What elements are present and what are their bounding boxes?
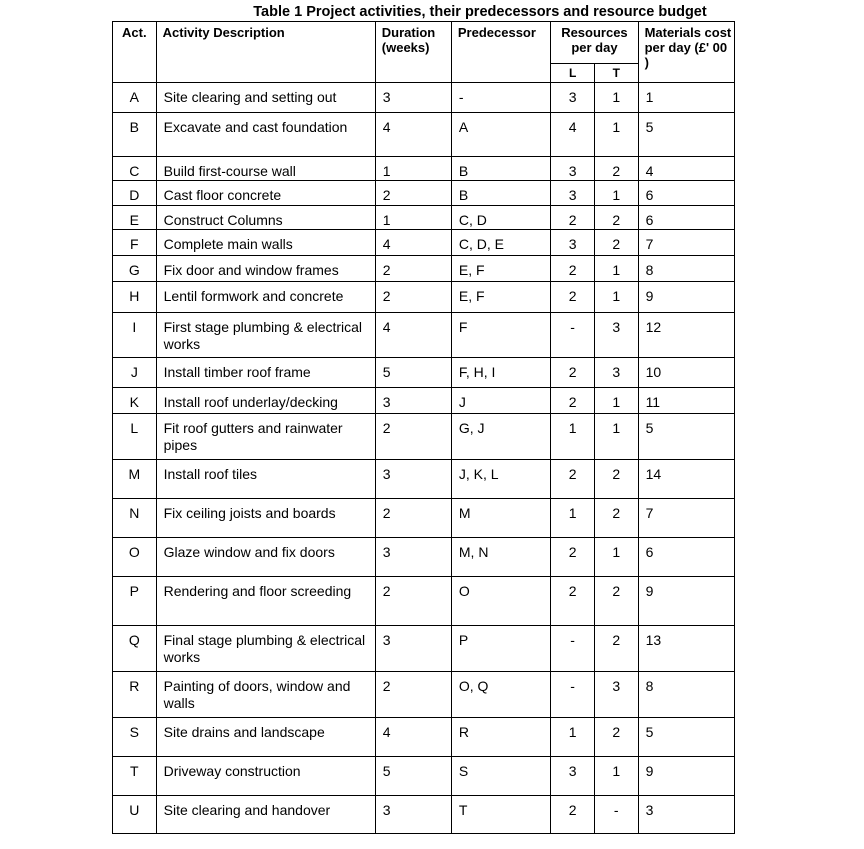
cell-resource-t: 1	[594, 83, 638, 113]
cell-description: Site clearing and handover	[156, 795, 375, 833]
cell-duration: 1	[375, 156, 451, 181]
cell-predecessor: A	[451, 112, 550, 156]
cell-description: Fix ceiling joists and boards	[156, 498, 375, 537]
cell-resource-l: 1	[551, 498, 595, 537]
cell-act: O	[113, 537, 157, 576]
table-body	[113, 83, 735, 834]
table-row	[113, 537, 735, 576]
cell-predecessor: P	[451, 625, 550, 671]
cell-resource-t: -	[594, 795, 638, 833]
cell-duration: 2	[375, 576, 451, 625]
cell-resource-t: 2	[594, 498, 638, 537]
cell-duration: 3	[375, 459, 451, 498]
header-resources-t: T	[594, 64, 638, 83]
cell-predecessor: C, D, E	[451, 230, 550, 256]
cell-predecessor: B	[451, 181, 550, 206]
table-row	[113, 112, 735, 156]
cell-resource-l: 4	[551, 112, 595, 156]
table-row	[113, 795, 735, 833]
cell-resource-t: 1	[594, 537, 638, 576]
header-duration: Duration (weeks)	[375, 22, 451, 83]
table-row	[113, 576, 735, 625]
cell-resource-l: 2	[551, 388, 595, 414]
cell-resource-l: 3	[551, 181, 595, 206]
table-row	[113, 83, 735, 113]
cell-description: Fit roof gutters and rainwater pipes	[156, 413, 375, 459]
cell-predecessor: F	[451, 313, 550, 357]
cell-resource-t: 2	[594, 576, 638, 625]
cell-resource-l: 1	[551, 413, 595, 459]
cell-materials: 8	[638, 256, 734, 282]
cell-materials: 4	[638, 156, 734, 181]
cell-act: J	[113, 357, 157, 388]
cell-duration: 3	[375, 537, 451, 576]
table-row	[113, 181, 735, 206]
cell-resource-l: 2	[551, 795, 595, 833]
cell-description: Driveway construction	[156, 756, 375, 795]
cell-resource-t: 3	[594, 357, 638, 388]
cell-duration: 2	[375, 413, 451, 459]
table-row	[113, 756, 735, 795]
cell-materials: 9	[638, 281, 734, 313]
cell-description: Lentil formwork and concrete	[156, 281, 375, 313]
cell-predecessor: R	[451, 718, 550, 757]
table-row	[113, 205, 735, 230]
table-row	[113, 625, 735, 671]
table-row	[113, 357, 735, 388]
cell-resource-l: 3	[551, 756, 595, 795]
cell-materials: 6	[638, 205, 734, 230]
cell-act: S	[113, 718, 157, 757]
cell-duration: 1	[375, 205, 451, 230]
cell-duration: 2	[375, 498, 451, 537]
cell-act: P	[113, 576, 157, 625]
cell-resource-l: 1	[551, 718, 595, 757]
cell-predecessor: F, H, I	[451, 357, 550, 388]
cell-materials: 7	[638, 230, 734, 256]
cell-materials: 5	[638, 718, 734, 757]
cell-predecessor: J	[451, 388, 550, 414]
cell-act: C	[113, 156, 157, 181]
cell-duration: 4	[375, 230, 451, 256]
cell-resource-t: 1	[594, 281, 638, 313]
cell-description: Final stage plumbing & electrical works	[156, 625, 375, 671]
cell-resource-t: 2	[594, 625, 638, 671]
cell-predecessor: E, F	[451, 281, 550, 313]
cell-act: I	[113, 313, 157, 357]
cell-resource-l: 2	[551, 459, 595, 498]
cell-act: T	[113, 756, 157, 795]
cell-description: Site clearing and setting out	[156, 83, 375, 113]
cell-description: Painting of doors, window and walls	[156, 671, 375, 717]
cell-duration: 5	[375, 756, 451, 795]
cell-resource-t: 1	[594, 388, 638, 414]
table-row	[113, 230, 735, 256]
cell-duration: 2	[375, 671, 451, 717]
cell-description: Rendering and floor screeding	[156, 576, 375, 625]
table-row	[113, 281, 735, 313]
cell-act: D	[113, 181, 157, 206]
cell-resource-t: 3	[594, 313, 638, 357]
table-row	[113, 498, 735, 537]
cell-description: Install roof tiles	[156, 459, 375, 498]
cell-act: R	[113, 671, 157, 717]
cell-materials: 3	[638, 795, 734, 833]
table-row	[113, 671, 735, 717]
cell-duration: 2	[375, 181, 451, 206]
cell-materials: 12	[638, 313, 734, 357]
cell-resource-l: -	[551, 625, 595, 671]
cell-act: E	[113, 205, 157, 230]
cell-duration: 4	[375, 112, 451, 156]
table-row	[113, 313, 735, 357]
cell-act: K	[113, 388, 157, 414]
cell-description: Build first-course wall	[156, 156, 375, 181]
cell-resource-t: 1	[594, 112, 638, 156]
cell-materials: 6	[638, 537, 734, 576]
cell-resource-t: 1	[594, 256, 638, 282]
cell-predecessor: -	[451, 83, 550, 113]
cell-act: G	[113, 256, 157, 282]
cell-resource-l: 2	[551, 576, 595, 625]
cell-resource-l: 2	[551, 205, 595, 230]
cell-predecessor: E, F	[451, 256, 550, 282]
cell-resource-t: 1	[594, 181, 638, 206]
header-description: Activity Description	[156, 22, 375, 83]
cell-resource-t: 2	[594, 459, 638, 498]
cell-predecessor: M, N	[451, 537, 550, 576]
cell-resource-l: 2	[551, 281, 595, 313]
cell-predecessor: T	[451, 795, 550, 833]
project-activities-table	[112, 21, 735, 834]
cell-description: Construct Columns	[156, 205, 375, 230]
cell-act: N	[113, 498, 157, 537]
cell-resource-t: 3	[594, 671, 638, 717]
cell-description: Cast floor concrete	[156, 181, 375, 206]
cell-predecessor: S	[451, 756, 550, 795]
cell-resource-l: 3	[551, 156, 595, 181]
cell-description: Excavate and cast foundation	[156, 112, 375, 156]
cell-duration: 3	[375, 625, 451, 671]
cell-resource-t: 1	[594, 756, 638, 795]
cell-resource-l: 2	[551, 537, 595, 576]
cell-resource-t: 2	[594, 718, 638, 757]
cell-predecessor: B	[451, 156, 550, 181]
cell-materials: 1	[638, 83, 734, 113]
cell-materials: 7	[638, 498, 734, 537]
cell-act: U	[113, 795, 157, 833]
cell-act: A	[113, 83, 157, 113]
table-row	[113, 156, 735, 181]
cell-description: Complete main walls	[156, 230, 375, 256]
cell-materials: 14	[638, 459, 734, 498]
header-resources-l: L	[551, 64, 595, 83]
cell-duration: 4	[375, 313, 451, 357]
cell-predecessor: C, D	[451, 205, 550, 230]
cell-materials: 9	[638, 756, 734, 795]
cell-description: Install timber roof frame	[156, 357, 375, 388]
cell-resource-l: 3	[551, 83, 595, 113]
header-resources: Resources per day	[551, 22, 638, 64]
cell-act: F	[113, 230, 157, 256]
cell-resource-l: 2	[551, 256, 595, 282]
cell-materials: 5	[638, 413, 734, 459]
cell-description: Site drains and landscape	[156, 718, 375, 757]
cell-predecessor: M	[451, 498, 550, 537]
cell-resource-l: -	[551, 313, 595, 357]
cell-duration: 5	[375, 357, 451, 388]
header-predecessor: Predecessor	[451, 22, 550, 83]
cell-description: Fix door and window frames	[156, 256, 375, 282]
cell-act: L	[113, 413, 157, 459]
cell-duration: 3	[375, 388, 451, 414]
cell-materials: 5	[638, 112, 734, 156]
table-row	[113, 256, 735, 282]
table-row	[113, 388, 735, 414]
cell-resource-t: 2	[594, 230, 638, 256]
cell-materials: 10	[638, 357, 734, 388]
cell-duration: 3	[375, 795, 451, 833]
cell-resource-t: 2	[594, 156, 638, 181]
cell-predecessor: O	[451, 576, 550, 625]
table-row	[113, 413, 735, 459]
cell-materials: 11	[638, 388, 734, 414]
cell-duration: 2	[375, 256, 451, 282]
cell-duration: 2	[375, 281, 451, 313]
cell-predecessor: G, J	[451, 413, 550, 459]
cell-resource-l: 3	[551, 230, 595, 256]
table-row	[113, 718, 735, 757]
cell-resource-t: 2	[594, 205, 638, 230]
cell-materials: 9	[638, 576, 734, 625]
cell-duration: 3	[375, 83, 451, 113]
cell-resource-t: 1	[594, 413, 638, 459]
cell-duration: 4	[375, 718, 451, 757]
cell-materials: 8	[638, 671, 734, 717]
cell-act: Q	[113, 625, 157, 671]
header-act: Act.	[113, 22, 157, 83]
cell-resource-l: 2	[551, 357, 595, 388]
cell-act: B	[113, 112, 157, 156]
cell-description: Install roof underlay/decking	[156, 388, 375, 414]
cell-description: First stage plumbing & electrical works	[156, 313, 375, 357]
cell-materials: 6	[638, 181, 734, 206]
cell-description: Glaze window and fix doors	[156, 537, 375, 576]
cell-materials: 13	[638, 625, 734, 671]
cell-predecessor: O, Q	[451, 671, 550, 717]
header-materials: Materials cost per day (£' 00 )	[638, 22, 734, 83]
cell-act: H	[113, 281, 157, 313]
cell-resource-l: -	[551, 671, 595, 717]
cell-predecessor: J, K, L	[451, 459, 550, 498]
table-row	[113, 459, 735, 498]
table-title: Table 1 Project activities, their predecessors and resource budget	[253, 4, 707, 20]
cell-act: M	[113, 459, 157, 498]
